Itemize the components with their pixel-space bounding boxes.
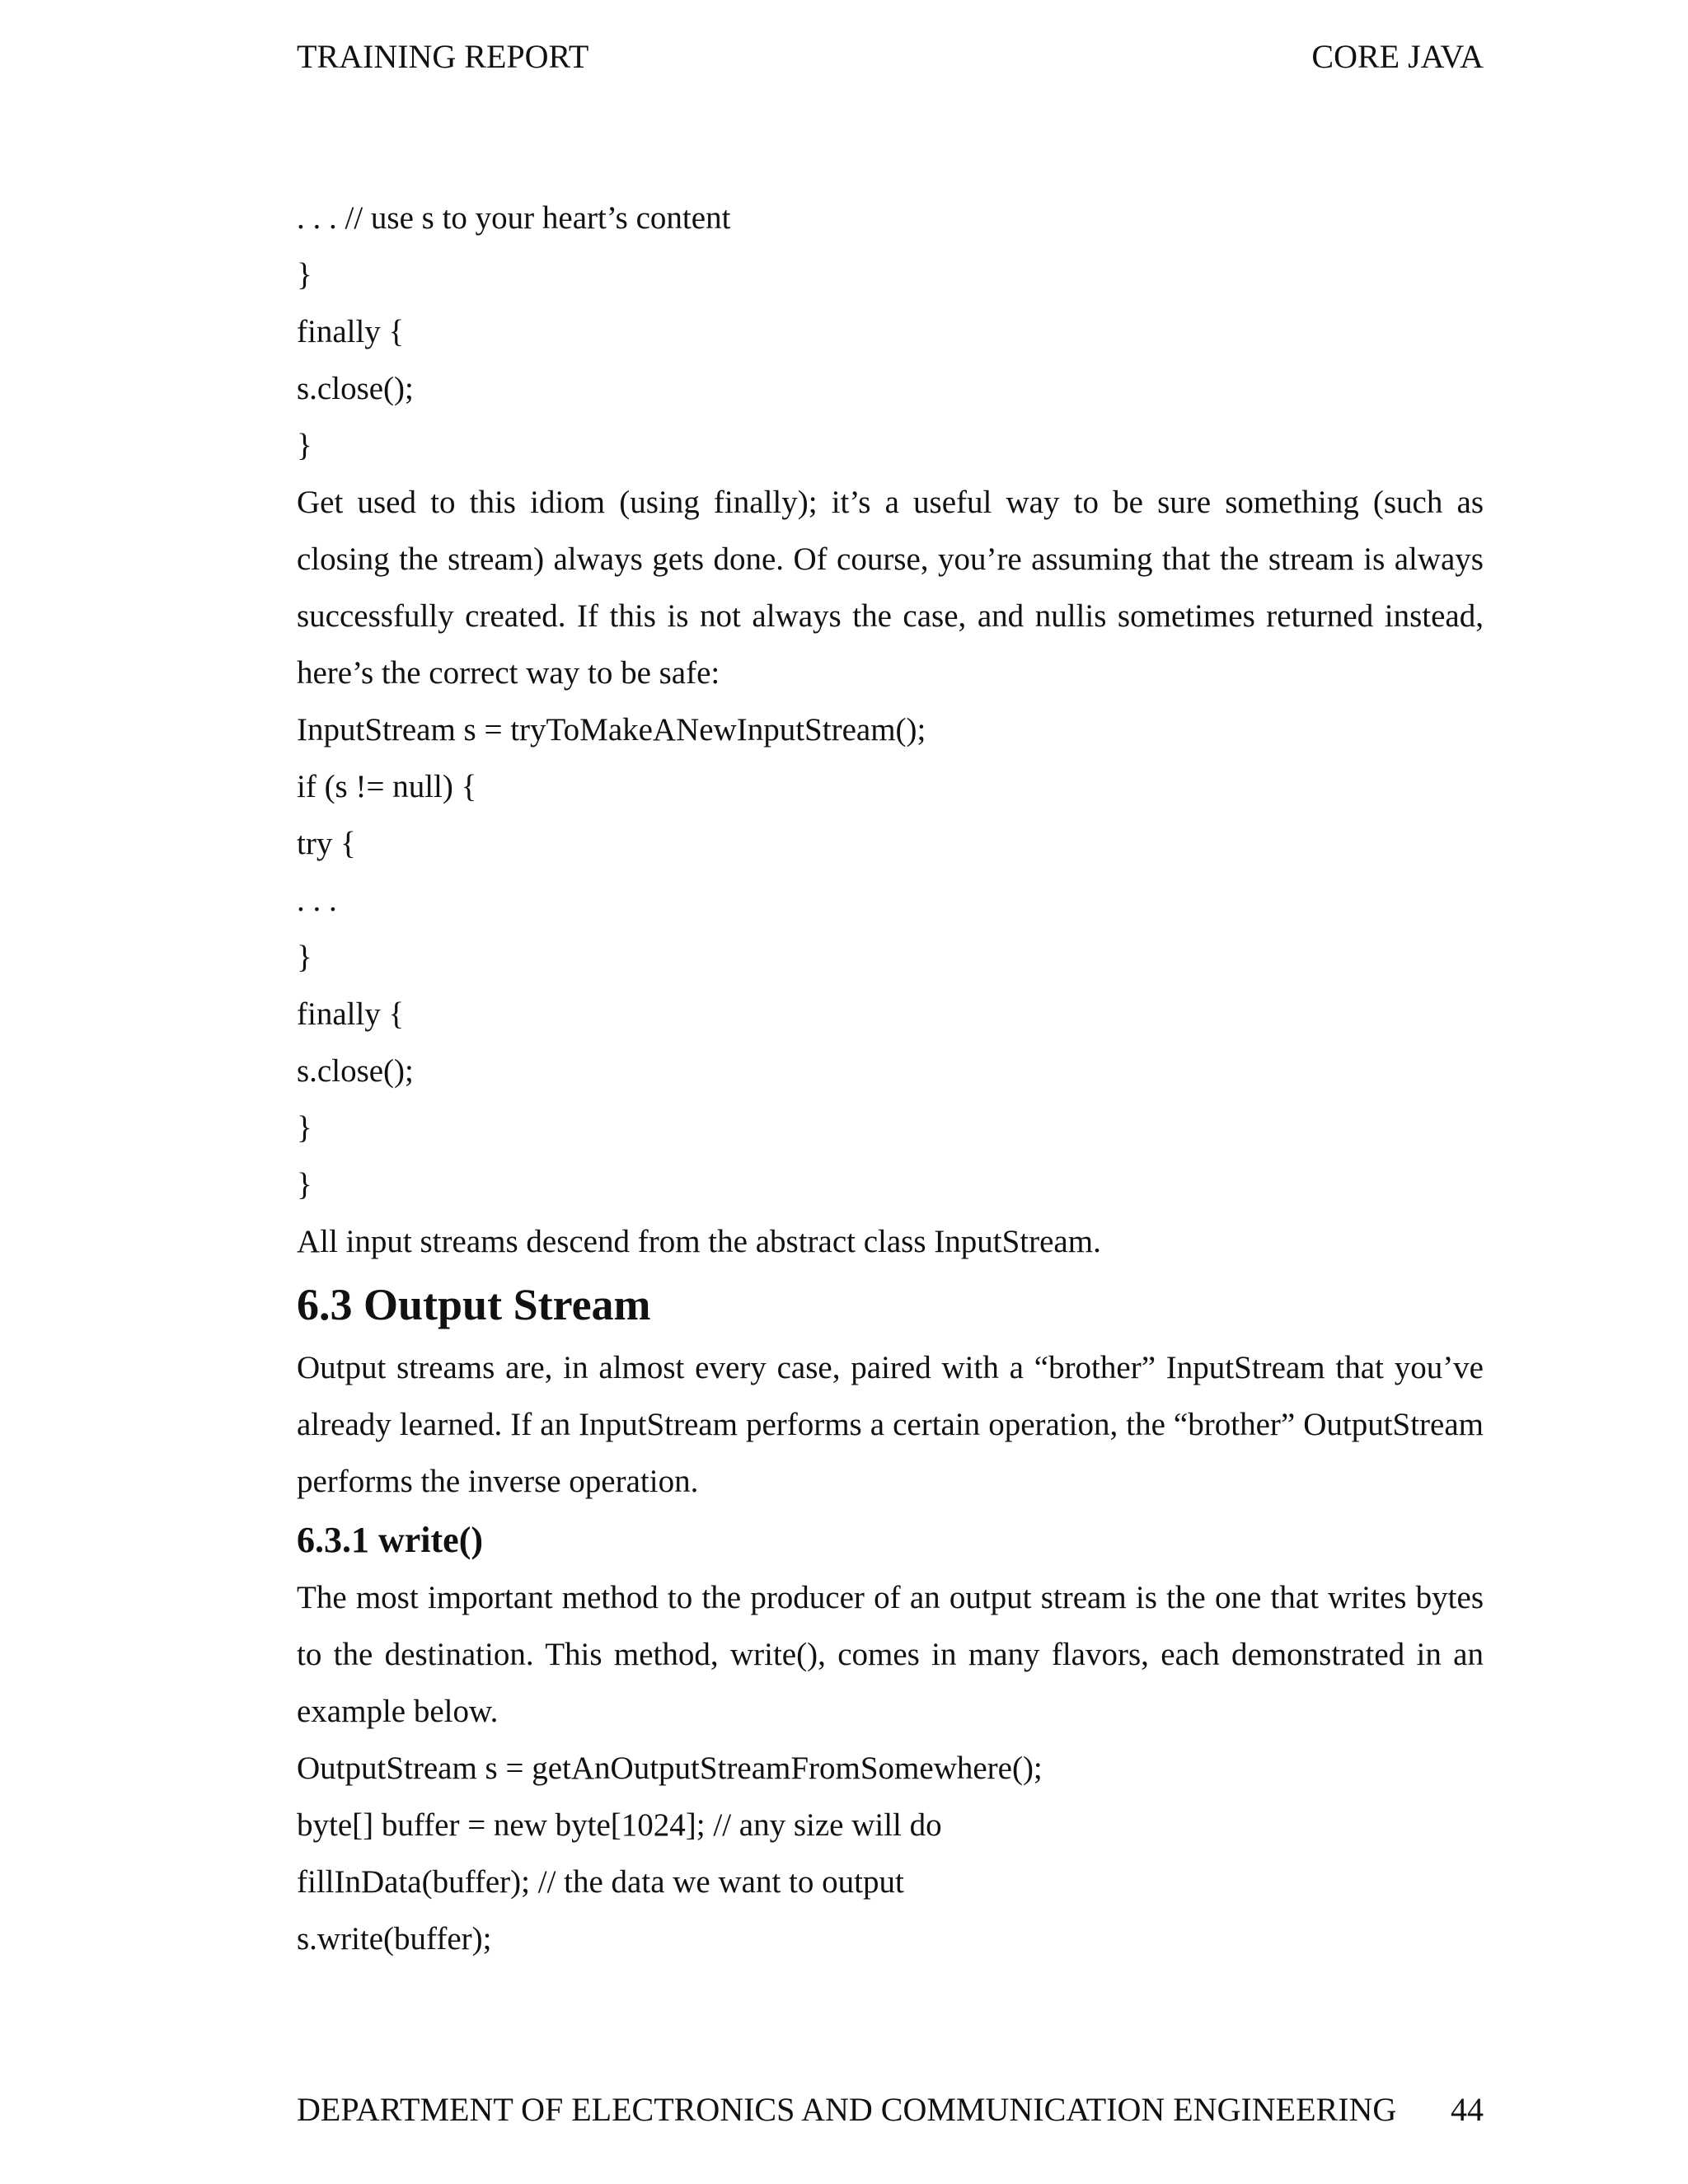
code-line: } [297,940,312,975]
running-footer [297,2089,1484,2130]
main-content [297,190,1484,1967]
code-line: } [297,1110,312,1146]
page-number: 44 [1451,2091,1484,2128]
header-subject-title: CORE JAVA [1311,38,1484,75]
code-line: s.write(buffer); [297,1921,492,1957]
code-line: OutputStream s = getAnOutputStreamFromSomewhere(); [297,1750,1043,1786]
code-line: finally { [297,996,405,1032]
code-line: if (s != null) { [297,769,477,804]
code-line: } [297,1167,312,1202]
code-line: try { [297,826,356,861]
paragraph-input-stream-base: All input streams descend from the abstract class InputStream. [297,1224,1101,1259]
code-line: InputStream s = tryToMakeANewInputStream(); [297,712,926,748]
paragraph-finally-idiom: Get used to this idiom (using finally); it’s a useful way to be sure something (such as closing the stream) always gets done. Of course, you’re assuming that the stream is always successfully created. If this is not always the case, and nullis sometimes returned instead, here’s the correct way to be safe: [297,485,1484,691]
code-line: fillInData(buffer); // the data we want to output [297,1864,904,1900]
subsection-heading: 6.3.1 write() [297,1520,484,1560]
code-line: s.close(); [297,371,414,406]
code-line: . . . [297,883,337,918]
code-line: s.close(); [297,1053,414,1089]
paragraph-write-method: The most important method to the producer of an output stream is the one that writes bytes to the destination. This method, write(), comes in many flavors, each demonstrated in an example below. [297,1580,1484,1729]
code-line: . . . // use s to your heart’s content [297,200,731,236]
paragraph-output-streams: Output streams are, in almost every case, paired with a “brother” InputStream that you’ve already learned. If an InputStream performs a certain operation, the “brother” OutputStream performs the inverse operation. [297,1350,1484,1499]
code-block-null-check [297,701,1484,1213]
code-block-try-finally [297,190,1484,474]
header-report-title: TRAINING REPORT [297,38,589,75]
footer-department: DEPARTMENT OF ELECTRONICS AND COMMUNICATION ENGINEERING [297,2091,1397,2128]
code-block-write-example [297,1740,1484,1967]
section-heading: 6.3 Output Stream [297,1280,651,1329]
running-header [297,36,1484,77]
code-line: } [297,257,312,293]
code-line: byte[] buffer = new byte[1024]; // any size will do [297,1807,942,1843]
code-line: } [297,428,312,463]
code-line: finally { [297,314,405,349]
